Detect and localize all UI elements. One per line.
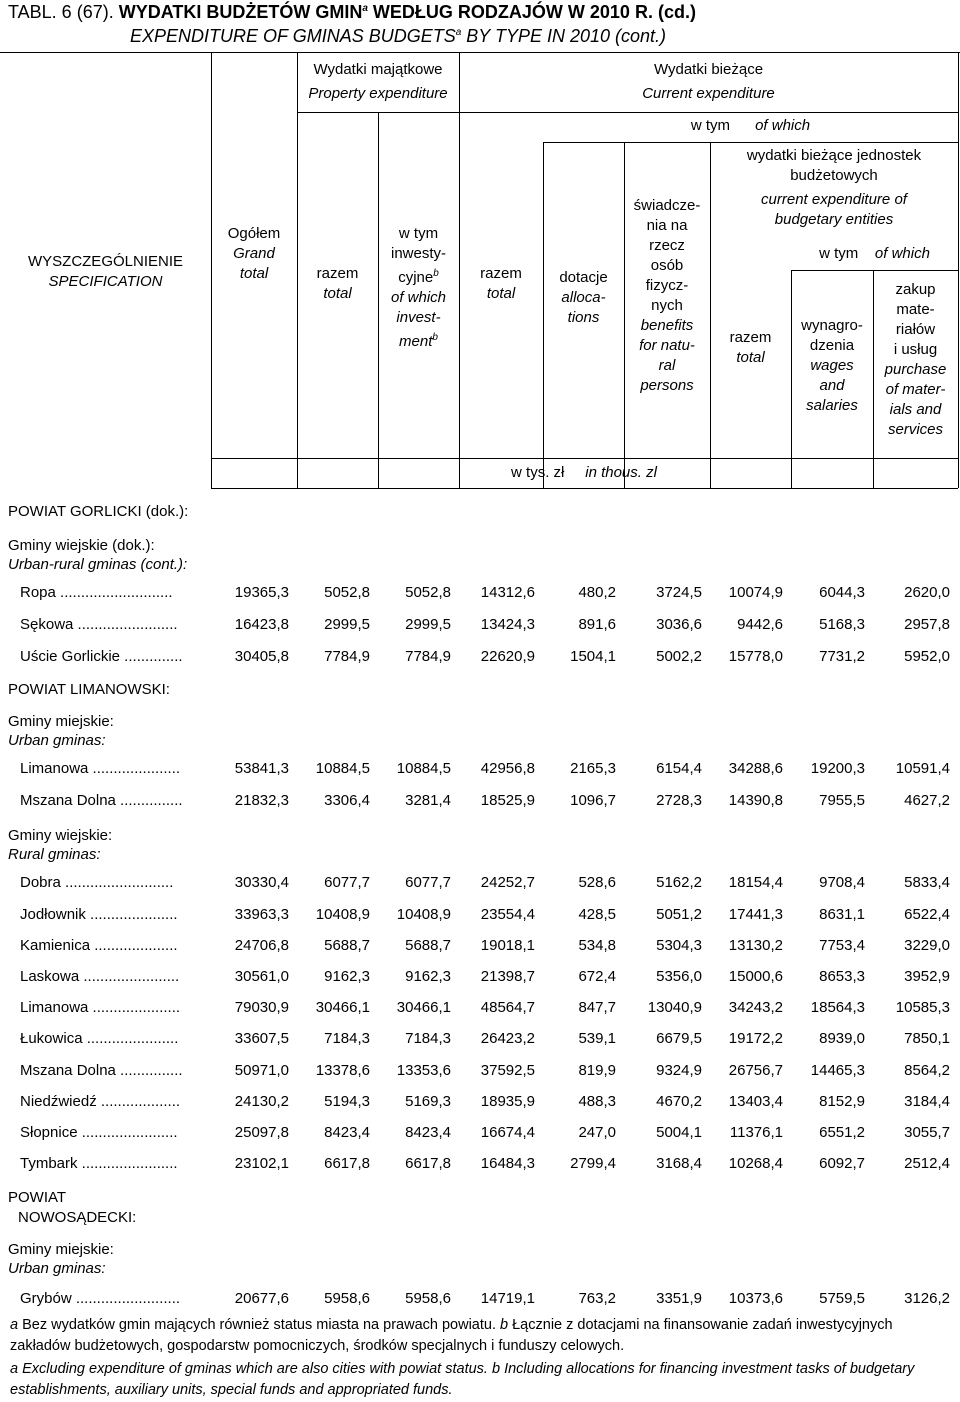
table-cell: 8564,2 [904,1062,950,1079]
table-cell: 20677,6 [234,1290,289,1307]
table-row [0,616,960,638]
table-cell: 7731,2 [819,648,865,665]
table-cell: 3036,6 [656,616,702,633]
table-cell: 42956,8 [480,760,535,777]
table-row [0,1155,960,1177]
table-cell: 4627,2 [904,792,950,809]
table-cell: 8653,3 [819,968,865,985]
table-title-pl: TABL. 6 (67). WYDATKI BUDŻETÓW GMIN$^a$ WEDŁUG RODZAJÓW W 2010 R. (cd.) [8,2,696,22]
table-cell: 10268,4 [728,1155,783,1172]
row-label: Łukowica ...................... [20,1030,179,1047]
table-cell: 30561,0 [234,968,289,985]
group-label-en: Urban-rural gminas (cont.): [8,556,188,573]
table-cell: 34243,2 [728,999,783,1016]
table-cell: 18935,9 [480,1093,535,1110]
table-cell: 5688,7 [324,937,370,954]
table-cell: 247,0 [578,1124,616,1141]
table-cell: 2728,3 [656,792,702,809]
table-row [0,937,960,959]
table-cell: 5169,3 [405,1093,451,1110]
table-cell: 2165,3 [570,760,616,777]
table-row [0,906,960,928]
table-cell: 8631,1 [819,906,865,923]
table-cell: 8423,4 [324,1124,370,1141]
row-label: Ropa ........................... [20,584,173,601]
table-cell: 10373,6 [728,1290,783,1307]
table-cell: 6044,3 [819,584,865,601]
header-wages: wynagro- dzenia wages and salaries [801,317,863,414]
table-cell: 5168,3 [819,616,865,633]
table-cell: 6522,4 [904,906,950,923]
table-cell: 10408,9 [396,906,451,923]
header-current-expenditure: Wydatki bieżące Current expenditure [642,61,775,102]
table-cell: 24706,8 [234,937,289,954]
table-cell: 14312,6 [480,584,535,601]
header-of-which: w tym of which [690,117,811,134]
table-cell: 3724,5 [656,584,702,601]
table-cell: 13040,9 [647,999,702,1016]
header-purchases: zakup mate- riałów i usług purchase of mater- ials and services [884,281,947,438]
table-row [0,968,960,990]
table-cell: 763,2 [578,1290,616,1307]
group-label: Gminy miejskie: [8,1241,114,1258]
table-cell: 8152,9 [819,1093,865,1110]
table-cell: 5688,7 [405,937,451,954]
table-cell: 5162,2 [656,874,702,891]
table-cell: 7184,3 [405,1030,451,1047]
table-cell: 13403,4 [728,1093,783,1110]
table-cell: 847,7 [578,999,616,1016]
table-cell: 13424,3 [480,616,535,633]
group-label: Gminy wiejskie (dok.): [8,537,155,554]
group-label: POWIAT [8,1189,67,1206]
row-label: Mszana Dolna ............... [20,792,183,809]
table-cell: 2512,4 [904,1155,950,1172]
table-cell: 6077,7 [405,874,451,891]
table-cell: 10884,5 [396,760,451,777]
table-cell: 8423,4 [405,1124,451,1141]
table-cell: 2957,8 [904,616,950,633]
table-cell: 3229,0 [904,937,950,954]
table-row [0,792,960,814]
table-cell: 13378,6 [315,1062,370,1079]
table-cell: 17441,3 [728,906,783,923]
table-cell: 5833,4 [904,874,950,891]
table-cell: 488,3 [578,1093,616,1110]
header-budgetary-units: wydatki bieżące jednostek budżetowych current expenditure of budgetary entities [746,147,922,228]
table-cell: 534,8 [578,937,616,954]
table-cell: 16674,4 [480,1124,535,1141]
table-cell: 10585,3 [895,999,950,1016]
table-cell: 9162,3 [324,968,370,985]
table-cell: 672,4 [578,968,616,985]
header-specification: WYSZCZEGÓLNIENIE SPECIFICATION [27,253,184,290]
row-label: Sękowa ........................ [20,616,178,633]
table-cell: 24130,2 [234,1093,289,1110]
row-label: Laskowa ....................... [20,968,180,985]
grid-line [211,488,958,489]
table-cell: 50971,0 [234,1062,289,1079]
table-cell: 3281,4 [405,792,451,809]
table-cell: 6617,8 [405,1155,451,1172]
table-cell: 19365,3 [234,584,289,601]
table-cell: 1096,7 [570,792,616,809]
row-label: Grybów ......................... [20,1290,181,1307]
table-cell: 18154,4 [728,874,783,891]
table-cell: 7955,5 [819,792,865,809]
table-cell: 14390,8 [728,792,783,809]
table-cell: 6077,7 [324,874,370,891]
table-cell: 2999,5 [324,616,370,633]
table-cell: 5002,2 [656,648,702,665]
header-current-total: razem total [480,265,522,302]
table-cell: 19018,1 [480,937,535,954]
table-cell: 37592,5 [480,1062,535,1079]
table-cell: 13353,6 [396,1062,451,1079]
table-row [0,874,960,896]
table-cell: 2799,4 [570,1155,616,1172]
header-property-expenditure: Wydatki majątkowe Property expenditure [308,61,448,102]
header-investment: w tym inwesty- cyjne$^b$ of which invest- ment$^b$ [390,225,447,350]
table-title-en: EXPENDITURE OF GMINAS BUDGETS$^a$ BY TYPE IN 2010 (cont.) [130,26,667,46]
table-cell: 5356,0 [656,968,702,985]
table-cell: 539,1 [578,1030,616,1047]
table-cell: 3952,9 [904,968,950,985]
row-label: Tymbark ....................... [20,1155,178,1172]
row-label: Limanowa ..................... [20,999,181,1016]
table-cell: 6154,4 [656,760,702,777]
table-row [0,1030,960,1052]
table-cell: 15778,0 [728,648,783,665]
table-cell: 9442,6 [737,616,783,633]
table-cell: 48564,7 [480,999,535,1016]
table-cell: 16423,8 [234,616,289,633]
row-label: Mszana Dolna ............... [20,1062,183,1079]
header-units: w tys. zł in thous. zl [511,464,657,481]
table-cell: 30466,1 [315,999,370,1016]
table-row [0,999,960,1021]
table-cell: 7850,1 [904,1030,950,1047]
table-row [0,648,960,670]
table-cell: 9162,3 [405,968,451,985]
grid-line [211,458,958,459]
row-label: Słopnice ....................... [20,1124,178,1141]
table-cell: 21398,7 [480,968,535,985]
table-cell: 480,2 [578,584,616,601]
table-cell: 26423,2 [480,1030,535,1047]
table-cell: 528,6 [578,874,616,891]
table-cell: 24252,7 [480,874,535,891]
group-label-en: Rural gminas: [8,846,101,863]
header-units-total: razem total [729,329,772,366]
row-label: Niedźwiedź ................... [20,1093,181,1110]
table-cell: 14465,3 [810,1062,865,1079]
table-cell: 3168,4 [656,1155,702,1172]
table-cell: 10408,9 [315,906,370,923]
table-cell: 19172,2 [728,1030,783,1047]
table-cell: 5958,6 [405,1290,451,1307]
table-row [0,584,960,606]
table-cell: 16484,3 [480,1155,535,1172]
footnote-en: a Excluding expenditure of gminas which are also cities with powiat status. b Including allocations for financing investment tasks of budgetary establishments, auxiliary units, special funds and appropriated funds. [10,1361,915,1398]
row-label: Uście Gorlickie .............. [20,648,183,665]
table-row [0,1124,960,1146]
table-cell: 79030,9 [234,999,289,1016]
table-cell: 3126,2 [904,1290,950,1307]
table-cell: 7784,9 [405,648,451,665]
table-cell: 4670,2 [656,1093,702,1110]
group-label: Gminy miejskie: [8,713,114,730]
header-grand-total: Ogółem Grand total [227,225,281,282]
table-cell: 34288,6 [728,760,783,777]
table-cell: 30330,4 [234,874,289,891]
table-cell: 26756,7 [728,1062,783,1079]
grid-line [958,52,959,488]
group-label-en: Urban gminas: [8,1260,106,1277]
table-cell: 6092,7 [819,1155,865,1172]
table-cell: 30405,8 [234,648,289,665]
table-cell: 9324,9 [656,1062,702,1079]
group-label: NOWOSĄDECKI: [18,1209,137,1226]
table-cell: 3055,7 [904,1124,950,1141]
table-row [0,760,960,782]
table-cell: 5958,6 [324,1290,370,1307]
row-label: Jodłownik ..................... [20,906,178,923]
grid-line [297,112,958,113]
table-cell: 1504,1 [570,648,616,665]
table-cell: 30466,1 [396,999,451,1016]
table-cell: 8939,0 [819,1030,865,1047]
group-label: POWIAT GORLICKI (dok.): [8,503,189,520]
table-row [0,1290,960,1312]
table-cell: 21832,3 [234,792,289,809]
table-cell: 22620,9 [480,648,535,665]
table-cell: 53841,3 [234,760,289,777]
grid-line [791,270,958,271]
table-cell: 23554,4 [480,906,535,923]
row-label: Limanowa ..................... [20,760,181,777]
table-cell: 18564,3 [810,999,865,1016]
table-cell: 23102,1 [234,1155,289,1172]
footnote-pl: a Bez wydatków gmin mających również status miasta na prawach powiatu. b Łącznie z dotacjami na finansowanie zadań inwestycyjnych zakładów budżetowych, gospodarstw pomocniczych, środków specjalnych i funduszy celowych. [10,1317,893,1354]
table-cell: 7784,9 [324,648,370,665]
table-cell: 19200,3 [810,760,865,777]
table-row [0,1093,960,1115]
table-cell: 428,5 [578,906,616,923]
table-cell: 33607,5 [234,1030,289,1047]
grid-line [543,142,958,143]
header-top-rule [0,52,960,53]
group-label: POWIAT LIMANOWSKI: [8,681,170,698]
table-row [0,1062,960,1084]
table-cell: 13130,2 [728,937,783,954]
table-cell: 819,9 [578,1062,616,1079]
table-cell: 5952,0 [904,648,950,665]
header-allocations: dotacje alloca- tions [559,269,608,326]
table-cell: 2999,5 [405,616,451,633]
table-cell: 2620,0 [904,584,950,601]
table-cell: 6617,8 [324,1155,370,1172]
table-cell: 3351,9 [656,1290,702,1307]
table-cell: 5194,3 [324,1093,370,1110]
table-cell: 10074,9 [728,584,783,601]
table-cell: 5052,8 [324,584,370,601]
table-cell: 18525,9 [480,792,535,809]
table-cell: 6551,2 [819,1124,865,1141]
table-cell: 9708,4 [819,874,865,891]
table-cell: 10591,4 [895,760,950,777]
table-cell: 6679,5 [656,1030,702,1047]
table-cell: 5304,3 [656,937,702,954]
table-cell: 15000,6 [728,968,783,985]
table-cell: 10884,5 [315,760,370,777]
row-label: Dobra .......................... [20,874,174,891]
header-benefits: świadcze- nia na rzecz osób fizycz- nych benefits for natu- ral persons [633,197,701,394]
table-cell: 3184,4 [904,1093,950,1110]
table-cell: 25097,8 [234,1124,289,1141]
table-cell: 5759,5 [819,1290,865,1307]
table-cell: 7753,4 [819,937,865,954]
header-units-of-which: w tym of which [819,245,930,262]
table-cell: 5051,2 [656,906,702,923]
table-cell: 5052,8 [405,584,451,601]
table-cell: 14719,1 [480,1290,535,1307]
row-label: Kamienica .................... [20,937,178,954]
header-property-total: razem total [316,265,359,302]
table-cell: 3306,4 [324,792,370,809]
table-cell: 891,6 [578,616,616,633]
table-cell: 7184,3 [324,1030,370,1047]
group-label-en: Urban gminas: [8,732,106,749]
table-cell: 11376,1 [729,1124,783,1141]
table-cell: 5004,1 [656,1124,702,1141]
table-cell: 33963,3 [234,906,289,923]
group-label: Gminy wiejskie: [8,827,113,844]
